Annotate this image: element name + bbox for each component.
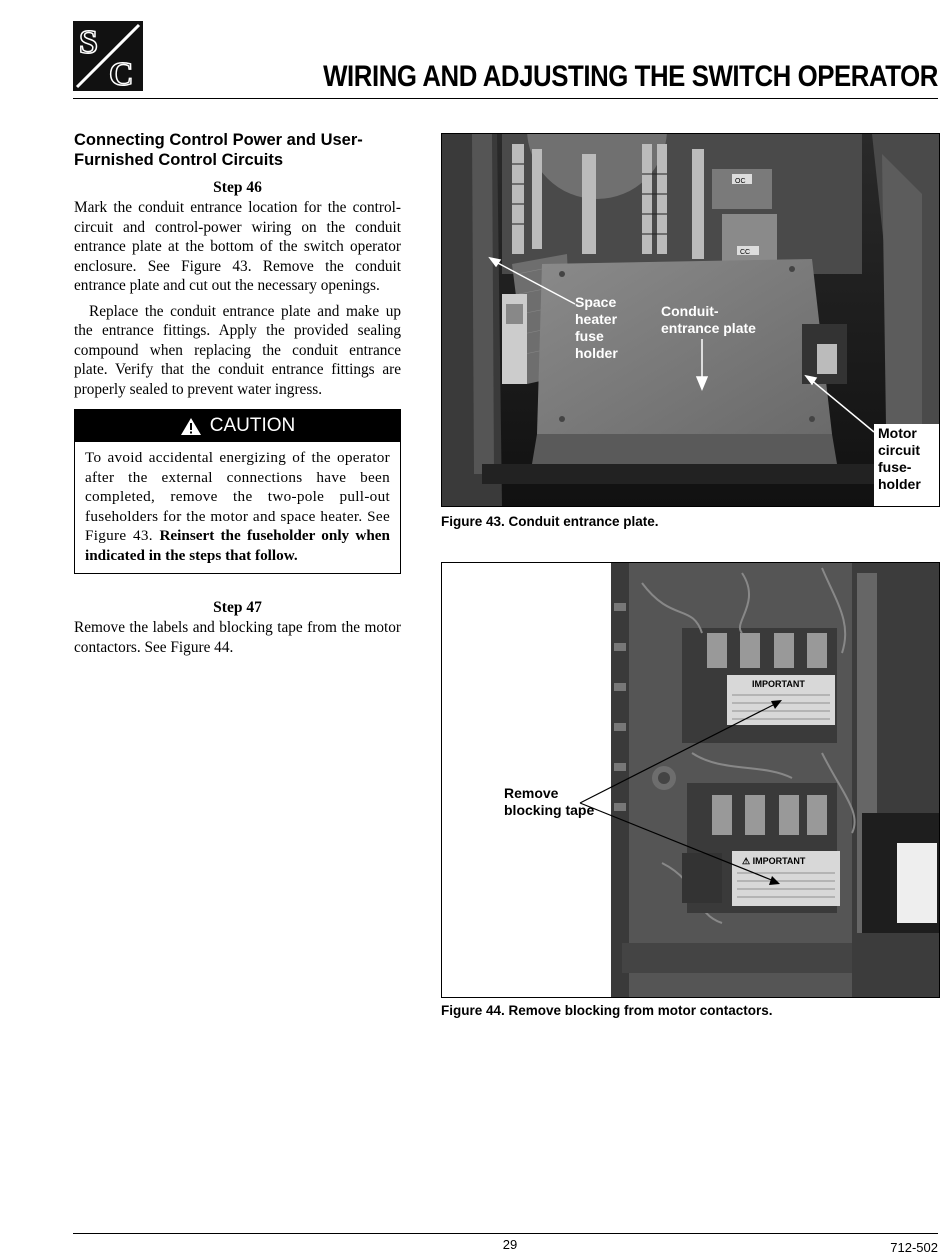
sc-logo [73, 21, 143, 91]
step-46-paragraph-1: Mark the conduit entrance location for the control-circuit and control-power wiring on the conduit entrance plate at the bottom of the switch operator enclosure. See Figure 43. Remove the conduit entrance plate and cut out the necessary openings. [74, 199, 401, 294]
important-label-1: IMPORTANT [752, 679, 805, 689]
caution-label: CAUTION [209, 415, 296, 436]
step-47-title: Step 47 [213, 599, 262, 616]
svg-text:S: S [79, 24, 98, 61]
important-label-2: ⚠ IMPORTANT [742, 856, 806, 866]
caution-text [75, 442, 400, 573]
page-header-title: WIRING AND ADJUSTING THE SWITCH OPERATOR [323, 60, 938, 93]
warning-triangle-icon [180, 417, 202, 436]
callout-remove-blocking-tape: Remove blocking tape [504, 785, 595, 818]
document-number: 712-502 [890, 1240, 938, 1255]
caution-header [75, 410, 400, 442]
footer-divider [73, 1233, 938, 1234]
page-number: 29 [502, 1237, 518, 1252]
figure-44-photo [441, 562, 940, 998]
step-46-paragraph-2: Replace the conduit entrance plate and make up the entrance fittings. Apply the provided sealing compound when replacing the conduit entrance plate. Verify that the conduit entrance fittings are properly sealed to prevent water ingress. [74, 302, 401, 398]
left-column [74, 130, 401, 657]
callout-conduit-entrance-plate: Conduit- entrance plate [661, 303, 756, 336]
header-divider [73, 98, 938, 99]
figure-43-caption: Figure 43. Conduit entrance plate. [441, 514, 659, 529]
callout-motor-circuit-fuseholder: Motor circuit fuse- holder [878, 425, 921, 492]
section-heading: Connecting Control Power and User-Furnished Control Circuits [74, 131, 363, 169]
step-47-paragraph: Remove the labels and blocking tape from the motor contactors. See Figure 44. [74, 619, 401, 656]
figure-43-photo [441, 133, 940, 507]
caution-bold-text: Reinsert the fuseholder only when indicated in the steps that follow. [85, 527, 390, 564]
callout-space-heater-fuse-holder: Space heater fuse holder [575, 294, 618, 361]
cc-label: CC [740, 249, 751, 256]
caution-body-text: To avoid accidental energizing of the operator after the external connections have been completed, remove the two-pole pull-out fuseholders for the motor and space heater. See Figure 43. [85, 449, 390, 544]
step-46-title: Step 46 [213, 179, 262, 196]
figure-44-caption: Figure 44. Remove blocking from motor contactors. [441, 1003, 773, 1018]
svg-text:C: C [109, 56, 134, 91]
caution-box [74, 409, 401, 574]
oc-label: OC [735, 178, 746, 185]
